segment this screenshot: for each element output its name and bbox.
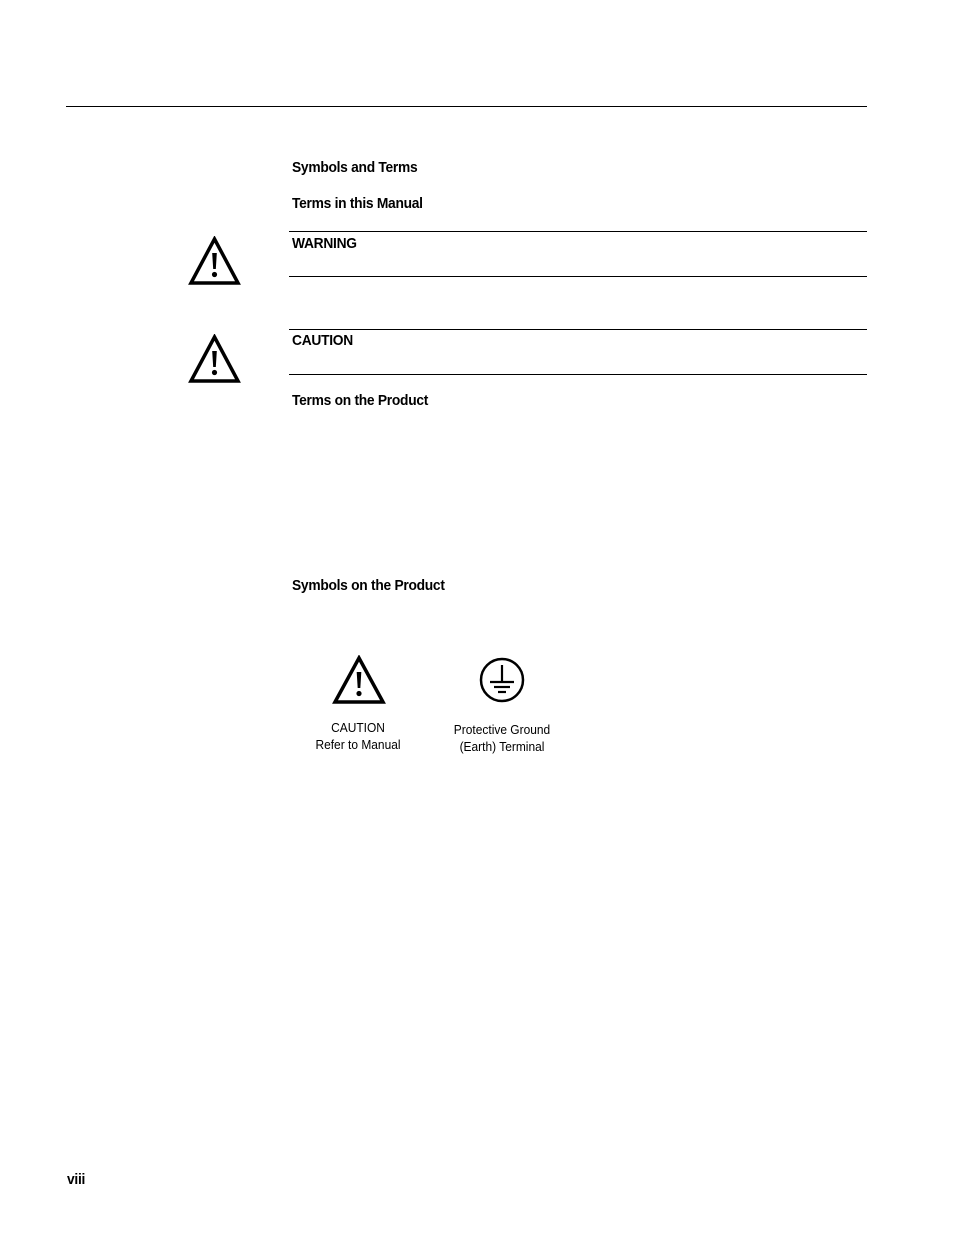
caution-top-rule: [289, 329, 867, 330]
page-number: viii: [67, 1171, 86, 1188]
warning-top-rule: [289, 231, 867, 232]
ground-symbol-caption: [438, 721, 567, 755]
header-rule: [66, 106, 867, 107]
caution-bottom-rule: [289, 374, 867, 375]
ground-symbol-caption-line2: (Earth) Terminal: [459, 739, 545, 754]
caution-icon: [188, 334, 241, 384]
caution-label: CAUTION: [292, 332, 353, 349]
protective-ground-icon: [478, 656, 526, 704]
warning-bottom-rule: [289, 276, 867, 277]
caution-triangle-icon: [332, 655, 386, 705]
section-title: Symbols and Terms: [292, 159, 418, 176]
caution-symbol-caption-line2: Refer to Manual: [315, 737, 401, 752]
terms-product-heading: Terms on the Product: [292, 392, 429, 409]
terms-manual-heading: Terms in this Manual: [292, 195, 423, 212]
warning-icon: [188, 236, 241, 286]
warning-label: WARNING: [292, 235, 357, 252]
ground-symbol-caption-line1: Protective Ground: [453, 722, 551, 737]
caution-symbol-caption-line1: CAUTION: [331, 720, 385, 735]
caution-symbol-caption: [303, 719, 413, 753]
symbols-product-heading: Symbols on the Product: [292, 577, 445, 594]
